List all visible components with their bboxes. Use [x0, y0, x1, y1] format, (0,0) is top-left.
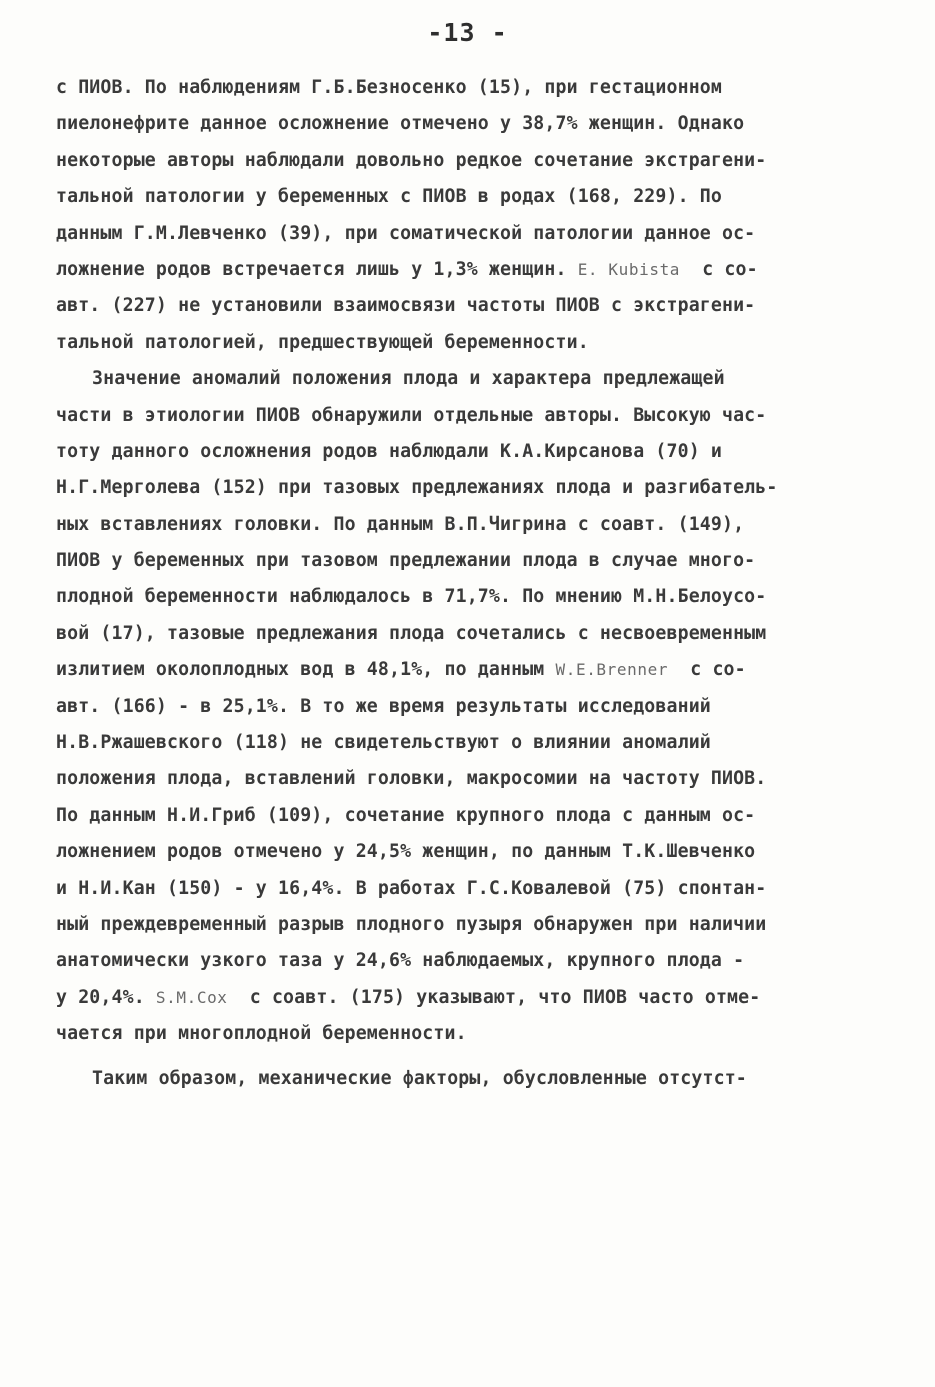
text-segment: По данным Н.И.Гриб (109), сочетание крупного плода с данным ос-: [56, 804, 756, 826]
text-segment: Значение аномалий положения плода и характера предлежащей: [92, 368, 725, 390]
text-line: [56, 798, 886, 834]
text-line: [56, 325, 886, 361]
body-text: [56, 70, 886, 1097]
text-segment: вой (17), тазовые предлежания плода сочетались с несвоевременным: [56, 622, 767, 644]
text-line: [56, 434, 886, 470]
text-segment: положения плода, вставлений головки, макросомии на частоту ПИОВ.: [56, 768, 767, 790]
text-line: [56, 579, 886, 615]
latin-author-name: W.E.Brenner: [555, 660, 669, 680]
latin-author-name: E. Kubista: [577, 259, 681, 279]
text-line: [56, 652, 886, 688]
text-segment: чается при многоплодной беременности.: [56, 1023, 467, 1045]
text-segment: Н.Г.Мерголева (152) при тазовых предлежаниях плода и разгибатель-: [56, 477, 778, 499]
text-line: [56, 216, 886, 252]
latin-author-name: S.M.Cox: [155, 987, 228, 1007]
text-line: [56, 288, 886, 324]
text-segment: ложнением родов отмечено у 24,5% женщин, по данным Т.К.Шевченко: [56, 841, 756, 863]
text-line: [56, 834, 886, 870]
text-segment: ный преждевременный разрыв плодного пузыря обнаружен при наличии: [56, 913, 767, 935]
text-line: [56, 616, 886, 652]
text-line: [56, 980, 886, 1016]
text-line: [56, 1061, 886, 1097]
text-segment: части в этиологии ПИОВ обнаружили отдельные авторы. Высокую час-: [56, 404, 767, 426]
text-segment: Таким образом, механические факторы, обусловленные отсутст-: [92, 1067, 747, 1089]
text-line: [56, 689, 886, 725]
text-segment: тоту данного осложнения родов наблюдали К.А.Кирсанова (70) и: [56, 440, 722, 462]
text-segment: пиелонефрите данное осложнение отмечено у 38,7% женщин. Однако: [56, 113, 745, 135]
text-segment: у 20,4%.: [56, 986, 156, 1008]
paragraph-gap: [56, 1053, 886, 1061]
text-segment: тальной патологии у беременных с ПИОВ в родах (168, 229). По: [56, 186, 722, 208]
text-line: [56, 943, 886, 979]
text-line: [56, 398, 886, 434]
text-segment: плодной беременности наблюдалось в 71,7%. По мнению М.Н.Белоусо-: [56, 586, 767, 608]
text-line: [56, 507, 886, 543]
text-segment: Н.В.Ржашевского (118) не свидетельствуют о влиянии аномалий: [56, 732, 711, 754]
text-segment: тальной патологией, предшествующей беременности.: [56, 331, 589, 353]
text-segment: анатомически узкого таза у 24,6% наблюдаемых, крупного плода -: [56, 950, 745, 972]
text-segment: авт. (227) не установили взаимосвязи частоты ПИОВ с экстрагени-: [56, 295, 756, 317]
text-segment: с ПИОВ. По наблюдениям Г.Б.Безносенко (15), при гестационном: [56, 77, 722, 98]
text-segment: и Н.И.Кан (150) - у 16,4%. В работах Г.С.Ковалевой (75) спонтан-: [56, 877, 767, 899]
text-line: [56, 543, 886, 579]
page-number: -13 -: [427, 18, 508, 47]
text-line: [56, 106, 886, 142]
text-segment: с со-: [680, 258, 758, 280]
text-segment: ных вставлениях головки. По данным В.П.Чигрина с соавт. (149),: [56, 513, 745, 535]
text-line: [56, 470, 886, 506]
text-segment: с соавт. (175) указывают, что ПИОВ часто отме-: [227, 986, 761, 1008]
text-line: [56, 143, 886, 179]
text-segment: ложнение родов встречается лишь у 1,3% женщин.: [56, 258, 578, 280]
text-line: [56, 361, 886, 397]
text-segment: излитием околоплодных вод в 48,1%, по данным: [56, 659, 556, 681]
text-line: [56, 252, 886, 288]
text-segment: ПИОВ у беременных при тазовом предлежании плода в случае много-: [56, 550, 756, 572]
text-line: [56, 70, 886, 106]
text-line: [56, 761, 886, 797]
text-segment: некоторые авторы наблюдали довольно редкое сочетание экстрагени-: [56, 149, 767, 171]
text-line: [56, 1016, 886, 1052]
text-line: [56, 907, 886, 943]
text-segment: данным Г.М.Левченко (39), при соматической патологии данное ос-: [56, 222, 756, 244]
text-line: [56, 179, 886, 215]
text-segment: с со-: [668, 659, 746, 681]
text-line: [56, 871, 886, 907]
text-segment: авт. (166) - в 25,1%. В то же время результаты исследований: [56, 695, 711, 717]
text-line: [56, 725, 886, 761]
